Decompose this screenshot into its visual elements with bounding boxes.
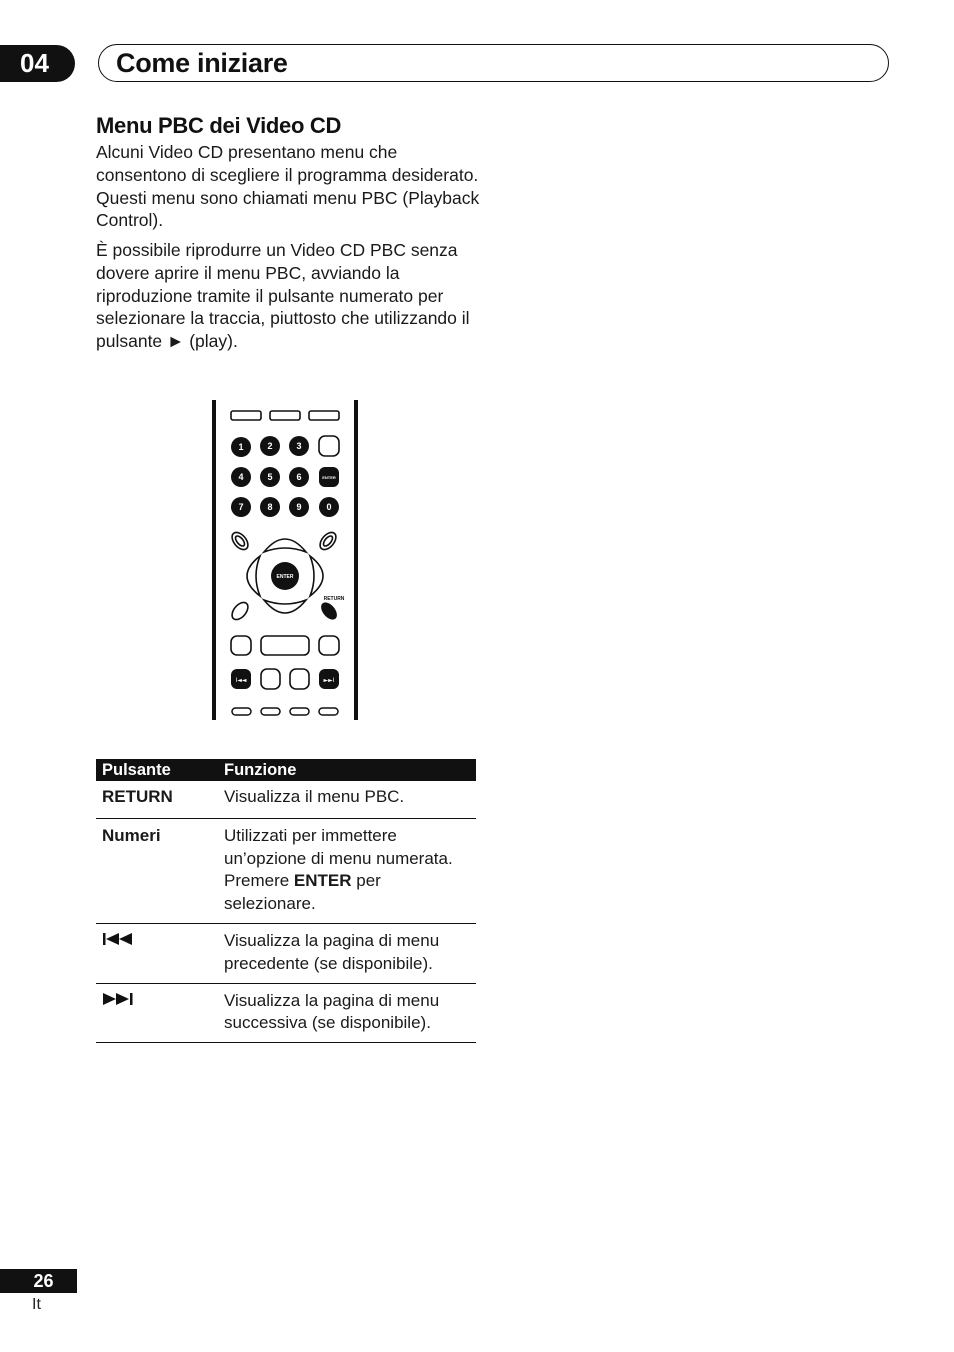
table-row: [96, 983, 476, 1043]
key-3: 3: [296, 441, 302, 451]
return-button-label: RETURN: [323, 596, 345, 602]
page-number: 26: [33, 1270, 54, 1291]
table-row: [96, 818, 476, 923]
prev-button-icon: I◄◄: [235, 677, 247, 684]
pbc-paragraph: È possibile riprodurre un Video CD PBC senza dovere aprire il menu PBC, avviando la riproduzione tramite il pulsante numerato per selezionare la traccia, piuttosto che utilizzando il pulsante ► (play).: [96, 240, 470, 352]
pbc-function-table: [96, 759, 476, 1043]
key-2: 2: [267, 441, 273, 451]
key-7: 7: [238, 502, 244, 512]
key-8: 8: [267, 502, 273, 512]
enter-button-label: ENTER: [276, 574, 294, 580]
intro-paragraph: Alcuni Video CD presentano menu che consentono di scegliere il programma desiderato. Questi menu sono chiamati menu PBC (Playback Control).: [96, 142, 480, 231]
page-number-badge: [0, 1269, 77, 1293]
row-button: RETURN: [96, 781, 218, 818]
chapter-title: Come iniziare: [116, 48, 288, 78]
table-row: [96, 923, 476, 983]
column-header-function: Funzione: [218, 759, 476, 781]
key-5: 5: [267, 472, 273, 482]
chapter-number-badge: [0, 45, 75, 82]
row-function: Visualizza la pagina di menu successiva (se disponibile).: [218, 983, 476, 1043]
row-function: Visualizza il menu PBC.: [218, 781, 476, 818]
row-button-prev-icon: [96, 923, 218, 983]
top-button-2: [270, 411, 300, 420]
top-button-3: [309, 411, 339, 420]
numeric-keypad: [231, 436, 339, 517]
row-button-next-icon: [96, 983, 218, 1043]
key-4: 4: [238, 472, 244, 482]
table-row: [96, 781, 476, 818]
column-header-button: Pulsante: [96, 759, 218, 781]
key-0: 0: [326, 502, 332, 512]
enter-key-small: ENTER: [322, 475, 336, 480]
row-function: Utilizzati per immettere un’opzione di menu numerata. Premere ENTER per selezionare.: [218, 818, 476, 923]
next-button-icon: ►►I: [323, 677, 335, 684]
language-code: It: [32, 1296, 41, 1313]
row-button: Numeri: [96, 818, 218, 923]
top-button-1: [231, 411, 261, 420]
chapter-number: 04: [20, 48, 49, 78]
key-9: 9: [296, 502, 302, 512]
section-heading: Menu PBC dei Video CD: [96, 113, 342, 138]
skip-back-icon: [102, 932, 134, 946]
row-function: Visualizza la pagina di menu precedente (se disponibile).: [218, 923, 476, 983]
skip-forward-icon: [102, 992, 134, 1006]
key-6: 6: [296, 472, 302, 482]
key-1: 1: [238, 442, 244, 452]
play-icon: ►: [167, 331, 185, 352]
remote-control-illustration: [210, 398, 360, 722]
